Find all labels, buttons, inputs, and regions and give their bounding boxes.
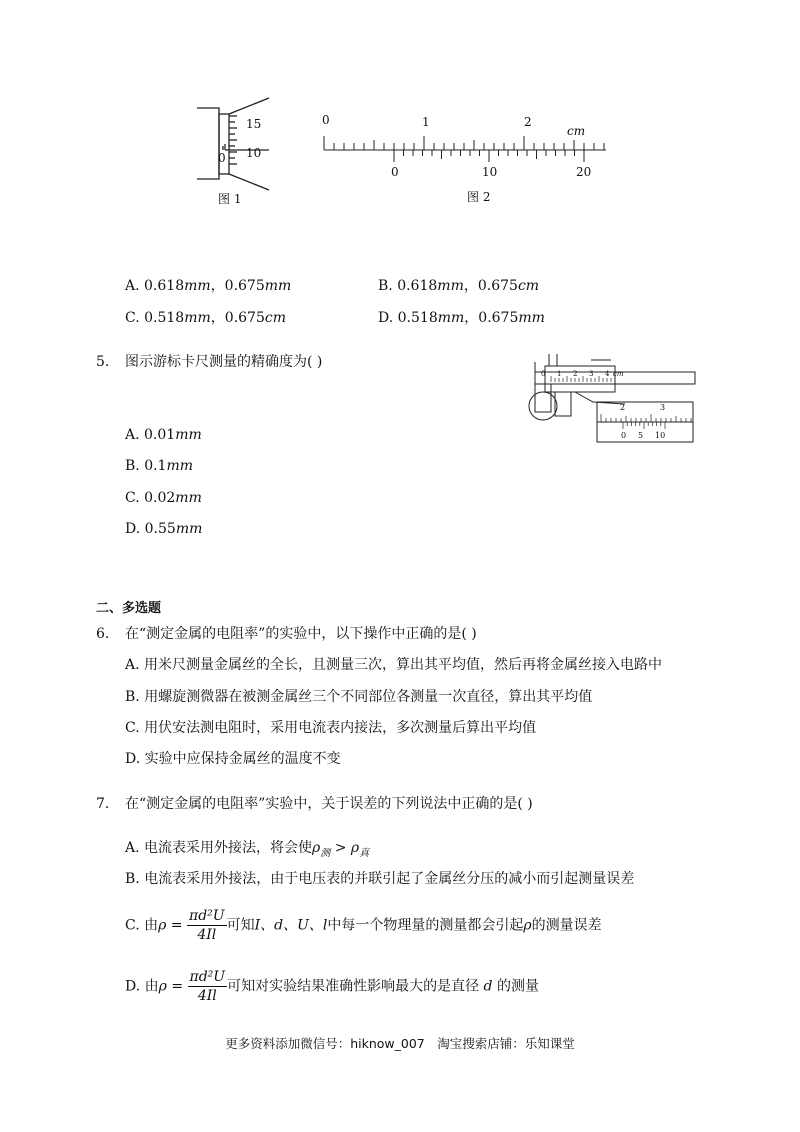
caliper-zoom-vernier-label-0: 0: [621, 431, 627, 440]
micrometer-label-10: 10: [246, 146, 262, 160]
q5-option-d[interactable]: D. 0.55mm: [125, 521, 203, 537]
caliper-main-unit: cm: [613, 370, 624, 378]
micrometer-label-15: 15: [246, 117, 262, 131]
formula-fraction: $\frac{\text{πd²U}}{4Il}$: [189, 969, 226, 1004]
q7-stem: 在“测定金属的电阻率”实验中，关于误差的下列说法中正确的是( ): [125, 796, 533, 812]
caliper-main-label-1: 1: [557, 370, 562, 378]
q6-stem: 在“测定金属的电阻率”的实验中，以下操作中正确的是( ): [125, 626, 477, 642]
section2-title: 二、多选题: [96, 601, 162, 616]
ruler-label-2: 2: [524, 115, 532, 129]
q5-number: 5.: [96, 354, 110, 370]
caliper-main-label-3: 3: [589, 370, 594, 378]
q7-option-d[interactable]: D. 由ρ = $\frac{\text{πd²U}}{4Il}$ 可知对实验结果准确性影响最大的是直径 d 的测量: [125, 969, 539, 1004]
q4-option-c[interactable]: C. 0.518mm，0.675cm: [125, 310, 286, 326]
q4-option-a[interactable]: A. 0.618mm，0.675mm: [125, 278, 292, 294]
fig2-caption: 图 2: [467, 190, 491, 204]
caliper-zoom-vernier-label-5: 5: [638, 431, 644, 440]
vernier-label-10: 10: [482, 165, 498, 179]
q6-number: 6.: [96, 626, 110, 642]
q5-option-a[interactable]: A. 0.01mm: [125, 427, 202, 443]
caliper-zoom-main-label-3: 3: [660, 403, 666, 412]
caliper-zoom-main-label-2: 2: [620, 403, 626, 412]
micrometer-label-0: 0: [218, 151, 226, 165]
q6-option-c[interactable]: C. 用伏安法测电阻时，采用电流表内接法，多次测量后算出平均值: [125, 720, 537, 736]
caliper-figure: [515, 350, 697, 446]
ruler-label-1: 1: [422, 115, 430, 129]
q6-option-a[interactable]: A. 用米尺测量金属丝的全长，且测量三次，算出其平均值，然后再将金属丝接入电路中: [125, 657, 663, 673]
q5-option-b[interactable]: B. 0.1mm: [125, 458, 194, 474]
q5-option-c[interactable]: C. 0.02mm: [125, 490, 202, 506]
vernier-label-0: 0: [391, 165, 399, 179]
q7-option-a[interactable]: A. 电流表采用外接法，将会使$\rho_测 > \rho_真$: [125, 840, 370, 859]
caliper-main-label-4: 4: [605, 370, 610, 378]
ruler-unit: cm: [567, 124, 586, 138]
caliper-main-label-2: 2: [573, 370, 578, 378]
micrometer-figure: [185, 92, 285, 192]
q6-option-b[interactable]: B. 用螺旋测微器在被测金属丝三个不同部位各测量一次直径，算出其平均值: [125, 689, 593, 705]
q4-option-d[interactable]: D. 0.518mm，0.675mm: [378, 310, 545, 326]
q6-option-d[interactable]: D. 实验中应保持金属丝的温度不变: [125, 751, 341, 767]
q4-option-b[interactable]: B. 0.618mm，0.675cm: [378, 278, 540, 294]
caliper-zoom-vernier-label-10: 10: [655, 431, 666, 440]
q7-option-b[interactable]: B. 电流表采用外接法，由于电压表的并联引起了金属丝分压的减小而引起测量误差: [125, 871, 635, 887]
formula-fraction: $\frac{\text{πd²U}}{4Il}$: [189, 908, 225, 943]
caliper-main-label-0: 0: [541, 370, 546, 378]
q5-stem: 图示游标卡尺测量的精确度为( ): [125, 354, 323, 370]
fig1-caption: 图 1: [218, 192, 242, 206]
ruler-label-0: 0: [322, 113, 330, 127]
q7-number: 7.: [96, 796, 110, 812]
footer: 更多资料添加微信号：hiknow_007 淘宝搜索店铺：乐知课堂: [225, 1036, 575, 1051]
vernier-label-20: 20: [576, 165, 592, 179]
q7-option-c[interactable]: C. 由ρ = $\frac{\text{πd²U}}{4Il}$ 可知I、d、U、l中每一个物理量的测量都会引起ρ的测量误差: [125, 908, 602, 943]
